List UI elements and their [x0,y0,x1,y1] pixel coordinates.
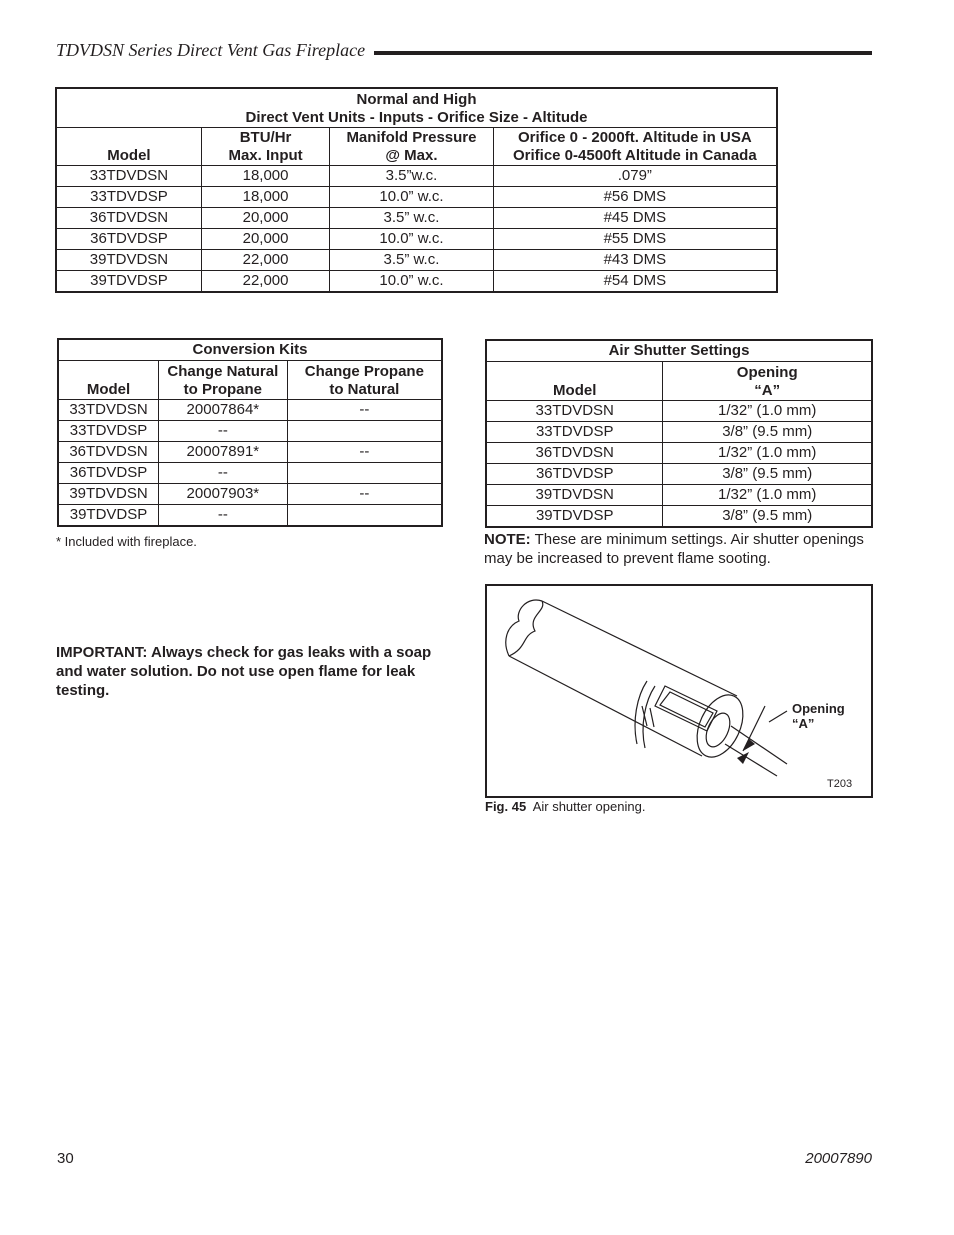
burner-tube-illustration [487,586,871,796]
table-cell: 3/8” (9.5 mm) [663,422,872,443]
table-cell [287,421,442,442]
air-shutter-figure [485,584,873,798]
column-header-btu: BTU/Hr Max. Input [201,128,329,166]
table-cell: 10.0” w.c. [330,187,493,208]
air-shutter-table [485,339,873,528]
table-cell: 18,000 [201,166,329,187]
column-header-manifold-pressure: Manifold Pressure @ Max. [330,128,493,166]
table-cell: #55 DMS [493,229,777,250]
table-cell: 18,000 [201,187,329,208]
table-cell [287,463,442,484]
table-cell: 39TDVDSP [58,505,159,527]
table-cell: 36TDVDSN [486,443,663,464]
air-shutter-caption: Air Shutter Settings [486,340,872,362]
table-row [486,422,872,443]
table-cell: 36TDVDSN [56,208,201,229]
page-number: 30 [57,1150,74,1167]
column-header-model: Model [58,361,159,400]
table-cell: 33TDVDSP [486,422,663,443]
table-cell: 3.5” w.c. [330,208,493,229]
table-row [486,401,872,422]
table-cell: 39TDVDSP [56,271,201,293]
table-row [486,443,872,464]
table-cell: 1/32” (1.0 mm) [663,443,872,464]
table-cell: 20007903* [159,484,288,505]
table-row [56,250,777,271]
figure-caption: Fig. 45 Air shutter opening. [485,799,646,814]
table-row [56,208,777,229]
table-cell [287,505,442,527]
opening-a-label: Opening “A” [792,701,845,731]
table-cell: 10.0” w.c. [330,271,493,293]
table-cell: #56 DMS [493,187,777,208]
table-row [486,485,872,506]
table-cell: 33TDVDSP [56,187,201,208]
table-cell: #54 DMS [493,271,777,293]
table-cell: -- [159,505,288,527]
table-row [56,187,777,208]
table-cell: -- [287,442,442,463]
conversion-footnote: * Included with fireplace. [56,534,197,549]
orifice-table-caption: Normal and High Direct Vent Units - Inputs - Orifice Size - Altitude [56,88,777,128]
table-row [56,229,777,250]
table-row [58,463,442,484]
air-shutter-body [486,401,872,528]
table-cell: 39TDVDSN [486,485,663,506]
table-row [56,271,777,293]
table-cell: .079” [493,166,777,187]
table-cell: 33TDVDSN [486,401,663,422]
table-cell: -- [287,484,442,505]
table-cell: #45 DMS [493,208,777,229]
table-row [486,506,872,528]
table-cell: 3.5”w.c. [330,166,493,187]
table-cell: 22,000 [201,250,329,271]
conversion-kits-body [58,400,442,527]
table-cell: 39TDVDSN [56,250,201,271]
table-cell: 36TDVDSP [58,463,159,484]
table-cell: 33TDVDSN [56,166,201,187]
table-cell: 33TDVDSP [58,421,159,442]
table-cell: 20007864* [159,400,288,421]
table-row [58,484,442,505]
header-rule [374,51,872,55]
column-header-model: Model [56,128,201,166]
table-cell: 22,000 [201,271,329,293]
air-shutter-note: NOTE: These are minimum settings. Air shutter openings may be increased to prevent flame sooting. [484,531,864,567]
table-cell: 3/8” (9.5 mm) [663,506,872,528]
table-row [58,442,442,463]
important-warning: IMPORTANT: Always check for gas leaks with a soap and water solution. Do not use open flame for leak testing. [56,644,432,699]
table-cell: 20007891* [159,442,288,463]
table-row [58,421,442,442]
page-header-title: TDVDSN Series Direct Vent Gas Fireplace [56,40,366,60]
table-cell: 36TDVDSN [58,442,159,463]
table-cell: 39TDVDSN [58,484,159,505]
orifice-table-body [56,166,777,293]
column-header-model: Model [486,362,663,401]
table-cell: 3/8” (9.5 mm) [663,464,872,485]
table-row [56,166,777,187]
table-cell: 36TDVDSP [56,229,201,250]
table-cell: -- [159,421,288,442]
table-cell: 20,000 [201,229,329,250]
column-header-orifice: Orifice 0 - 2000ft. Altitude in USA Orifice 0-4500ft Altitude in Canada [493,128,777,166]
table-cell: 1/32” (1.0 mm) [663,485,872,506]
conversion-kits-table [57,338,443,527]
table-cell: 36TDVDSP [486,464,663,485]
table-cell: -- [287,400,442,421]
table-row [58,505,442,527]
table-cell: 10.0” w.c. [330,229,493,250]
table-cell: 1/32” (1.0 mm) [663,401,872,422]
document-number: 20007890 [805,1150,872,1167]
table-row [486,464,872,485]
column-header-opening: Opening “A” [663,362,872,401]
table-cell: #43 DMS [493,250,777,271]
table-cell: -- [159,463,288,484]
table-row [58,400,442,421]
table-cell: 39TDVDSP [486,506,663,528]
table-cell: 3.5” w.c. [330,250,493,271]
conversion-kits-caption: Conversion Kits [58,339,442,361]
column-header-propane-to-natural: Change Propane to Natural [287,361,442,400]
orifice-table [55,87,778,293]
table-cell: 20,000 [201,208,329,229]
column-header-natural-to-propane: Change Natural to Propane [159,361,288,400]
figure-code: T203 [827,778,853,790]
table-cell: 33TDVDSN [58,400,159,421]
